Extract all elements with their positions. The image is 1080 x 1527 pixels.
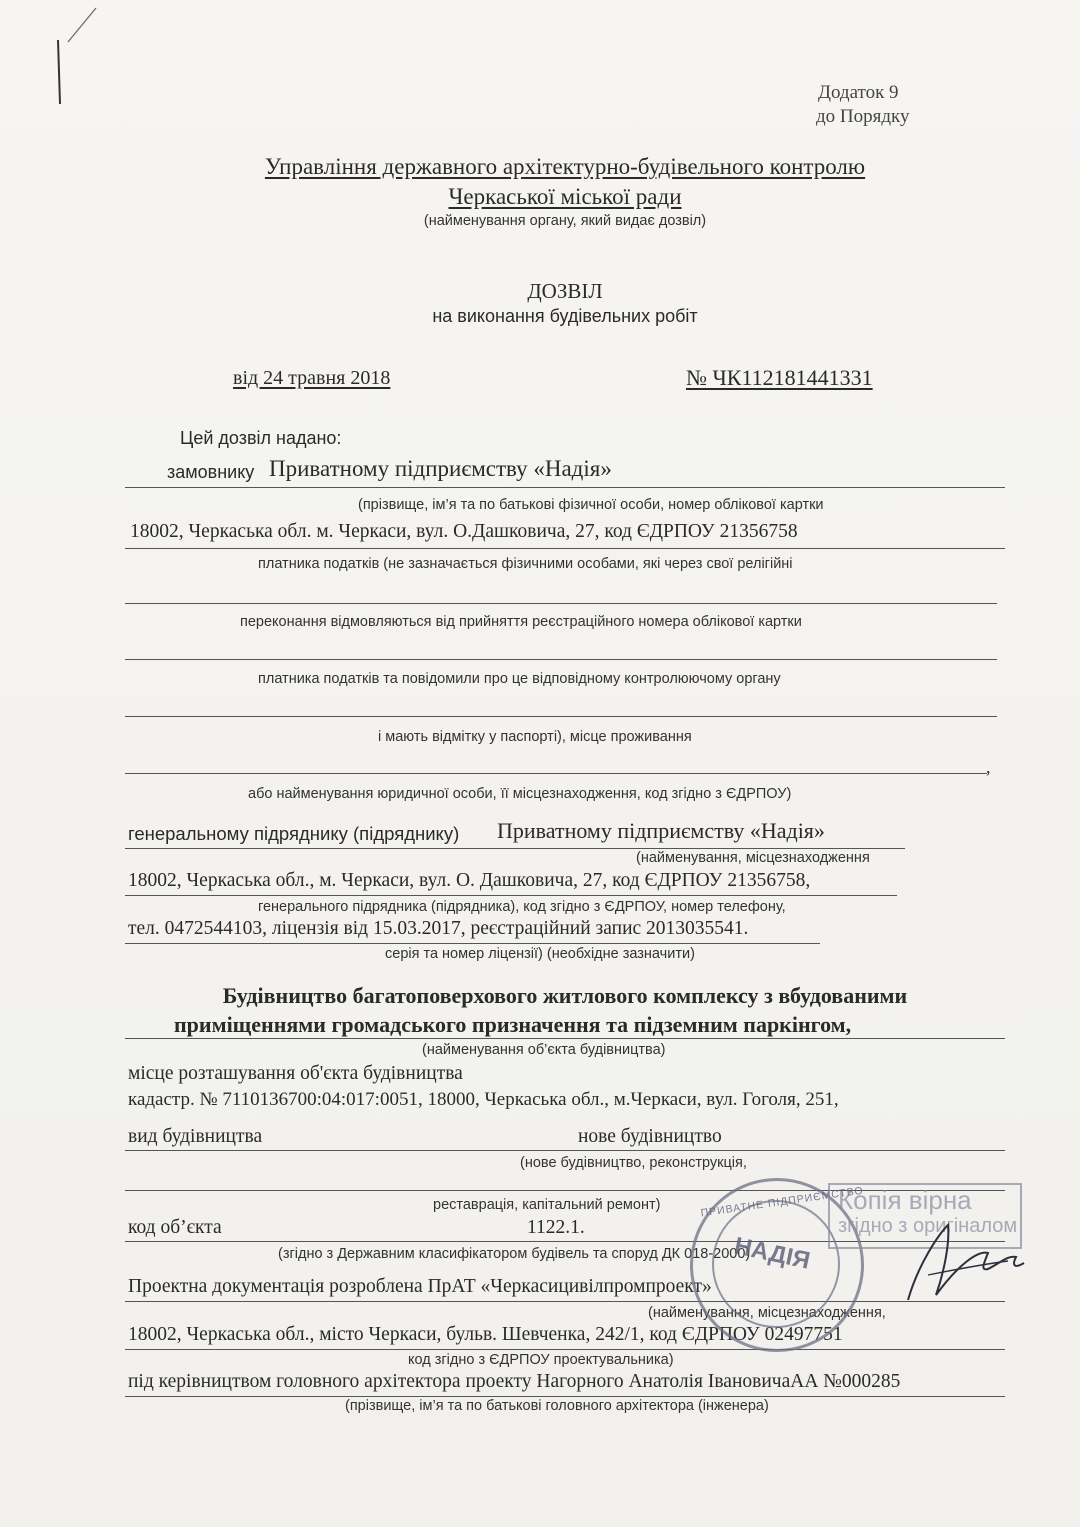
construction-type-label: вид будівництва (128, 1126, 263, 1147)
customer-hint-2: платника податків (не зазначається фізичними особами, які через свої релігійні (258, 556, 793, 572)
customer-hint-1: (прізвище, ім’я та по батькові фізичної особи, номер облікової картки (358, 497, 824, 513)
contractor-license: тел. 0472544103, ліцензія від 15.03.2017, реєстраційний запис 2013035541. (128, 918, 749, 939)
contractor-license-line (125, 943, 820, 944)
project-line-underline (125, 1301, 1005, 1302)
object-name-line-2-text: приміщеннями громадського призначення та підземним паркінгом (174, 1012, 846, 1037)
authority-hint: (найменування органу, який видає дозвіл) (423, 213, 707, 229)
permit-title: ДОЗВІЛ (527, 279, 603, 303)
project-architect: під керівництвом головного архітектора проекту Нагорного Анатолія ІвановичаАА №000285 (128, 1371, 901, 1392)
project-hint-2: код згідно з ЄДРПОУ проектувальника) (408, 1352, 674, 1368)
object-name-line-2 (174, 1012, 851, 1038)
contractor-hint-2: генерального підрядника (підрядника), код згідно з ЄДРПОУ, номер телефону, (258, 899, 786, 915)
construction-hint-2: реставрація, капітальний ремонт) (433, 1197, 661, 1213)
annex-line-2: до Порядку (816, 106, 910, 127)
construction-type-line (125, 1150, 1005, 1151)
permit-subtitle: на виконання будівельних робіт (432, 306, 698, 326)
project-address-line (125, 1349, 1005, 1350)
customer-address-line (125, 548, 1005, 549)
project-address: 18002, Черкаська обл., місто Черкаси, бульв. Шевченка, 242/1, код ЄДРПОУ 02497751 (128, 1324, 843, 1345)
customer-prefix: замовнику (167, 462, 255, 482)
object-name-line (125, 1038, 1005, 1039)
permit-date: від 24 травня 2018 (233, 367, 391, 389)
contractor-address-line (125, 895, 897, 896)
customer-blank-line-3 (125, 716, 997, 717)
signature (888, 1205, 1038, 1315)
object-location-label: місце розташування об'єкта будівництва (128, 1063, 463, 1084)
construction-hint-1: (нове будівництво, реконструкція, (520, 1155, 747, 1171)
permit-number-text: № ЧК112181441331 (686, 365, 873, 390)
customer-hint-6: або найменування юридичної особи, її місцезнаходження, код згідно з ЄДРПОУ) (248, 786, 792, 802)
customer-blank-line-1 (125, 603, 997, 604)
certified-copy-line-2: згідно з оригіналом (838, 1215, 1018, 1237)
customer-name: Приватному підприємству «Надія» (269, 456, 612, 481)
customer-address: 18002, Черкаська обл. м. Черкаси, вул. О.Дашковича, 27, код ЄДРПОУ 21356758 (130, 521, 798, 542)
customer-hint-4: платника податків та повідомили про це відповідному контролюючому органу (258, 671, 781, 687)
annex-line-1: Додаток 9 (818, 82, 899, 103)
contractor-name: Приватному підприємству «Надія» (497, 818, 825, 843)
certified-copy-line-1: Копія вірна (838, 1185, 972, 1215)
contractor-hint-3: серія та номер ліцензії) (необхідне зазначити) (385, 946, 695, 962)
object-hint: (найменування об’єкта будівництва) (422, 1042, 666, 1058)
object-code-hint: (згідно з Державним класифікатором будівель та споруд ДК 018-2000) (278, 1246, 751, 1262)
object-location: кадастр. № 7110136700:04:017:0051, 18000, Черкаська обл., м.Черкаси, вул. Гоголя, 251, (128, 1089, 839, 1110)
customer-blank-line-2 (125, 659, 997, 660)
intro-text: Цей дозвіл надано: (180, 428, 342, 448)
permit-number (686, 365, 873, 391)
contractor-name-line (125, 848, 905, 849)
contractor-hint-1: (найменування, місцезнаходження (636, 850, 870, 866)
contractor-address: 18002, Черкаська обл., м. Черкаси, вул. О. Дашковича, 27, код ЄДРПОУ 21356758, (128, 870, 811, 891)
construction-type-value: нове будівництво (578, 1126, 722, 1147)
authority-line-1: Управління державного архітектурно-будівельного контролю (264, 154, 866, 179)
customer-trailing-comma: , (986, 757, 991, 777)
object-name-line-1: Будівництво багатоповерхового житлового комплексу з вбудованими (222, 983, 908, 1008)
project-line: Проектна документація розроблена ПрАТ «Черкасицивілпромпроект» (128, 1276, 712, 1297)
project-hint-3: (прізвище, ім’я та по батькові головного архітектора (інженера) (345, 1398, 769, 1414)
project-hint-1: (найменування, місцезнаходження, (648, 1305, 886, 1321)
company-stamp-center: НАДІЯ (731, 1232, 813, 1275)
customer-hint-3: переконання відмовляються від прийняття реєстраційного номера облікової картки (240, 614, 802, 630)
contractor-prefix: генеральному підряднику (підряднику) (128, 823, 460, 844)
project-architect-line (125, 1396, 1005, 1397)
authority-line-2: Черкаської міської ради (448, 184, 682, 209)
customer-hint-5: і мають відмітку у паспорті), місце проживання (378, 729, 692, 745)
object-code-label: код об’єкта (128, 1217, 222, 1238)
object-code-value: 1122.1. (527, 1217, 585, 1238)
customer-blank-line-4 (125, 773, 987, 774)
object-name-tail: , (845, 1012, 852, 1037)
company-stamp-ring-text: ПРИВАТНЕ ПІДПРИЄМСТВО (699, 1184, 865, 1220)
customer-name-line (125, 487, 1005, 488)
